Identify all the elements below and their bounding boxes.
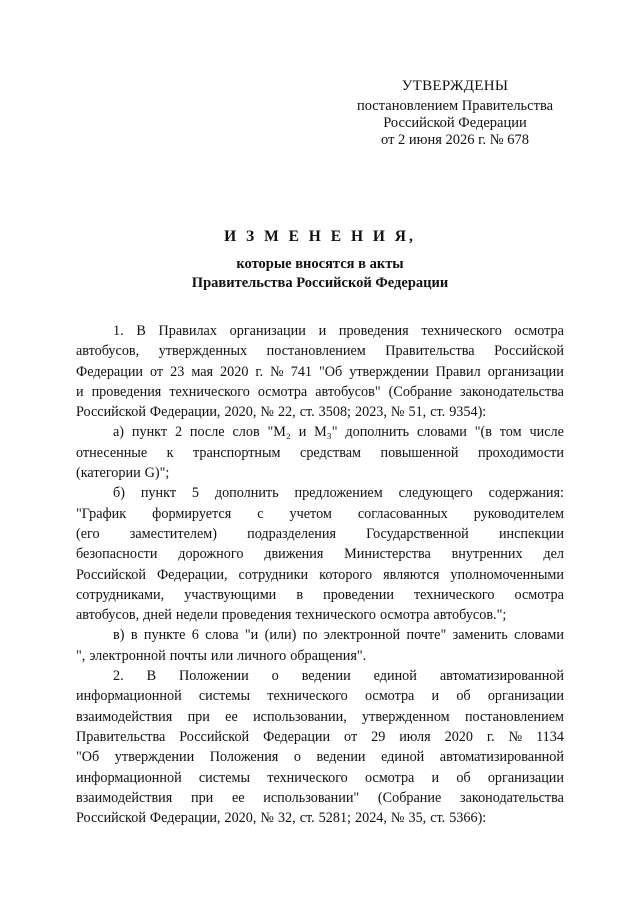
title-main: И З М Е Н Е Н И Я, <box>224 228 416 245</box>
paragraph-line: автобусов, утвержденных постановлением Правительства Российской <box>76 343 564 360</box>
paragraph-line: Федерации от 23 мая 2020 г. № 741 "Об утверждении Правил организации <box>76 363 564 380</box>
paragraph-line: взаимодействия при ее использовании, утвержденном постановлением <box>76 708 564 725</box>
paragraph-line: ", электронной почты или личного обращения". <box>76 647 367 664</box>
paragraph-line: отнесенные к транспортным средствам повышенной проходимости <box>76 444 564 461</box>
paragraph-line: "График формируется с учетом согласованных руководителем <box>76 505 564 522</box>
paragraph <box>76 321 564 422</box>
document-title <box>0 228 640 293</box>
paragraph-line: а) пункт 2 после слов "M₂ и M₃" дополнить словами "(в том числе <box>113 424 564 441</box>
paragraph-line: (категории G)"; <box>76 465 170 482</box>
paragraph-line: и проведения технического осмотра автобусов" (Собрание законодательства <box>76 383 564 400</box>
paragraph <box>76 483 564 625</box>
paragraph-line: б) пункт 5 дополнить предложением следующего содержания: <box>113 485 564 502</box>
paragraph-line: 1. В Правилах организации и проведения технического осмотра <box>113 323 564 339</box>
paragraph-line: 2. В Положении о ведении единой автоматизированной <box>113 668 564 685</box>
paragraph <box>76 666 564 828</box>
paragraph-line: Российской Федерации, 2020, № 22, ст. 3508; 2023, № 51, ст. 9354): <box>76 404 487 421</box>
approval-line-2: Российской Федерации <box>383 115 527 131</box>
title-sub-1: которые вносятся в акты <box>236 256 404 272</box>
approval-line-1: постановлением Правительства <box>356 98 554 114</box>
paragraph-line: информационной системы технического осмотра и об организации <box>76 688 564 705</box>
paragraph-line: безопасности дорожного движения Министерства внутренних дел <box>76 546 564 563</box>
paragraph <box>76 422 564 483</box>
document-body <box>76 321 564 828</box>
paragraph-line: (его заместителем) подразделения Государственной инспекции <box>76 525 564 542</box>
paragraph-line: автобусов, дней недели проведения технического осмотра автобусов."; <box>76 607 507 624</box>
paragraph-line: Правительства Российской Федерации от 29 июля 2020 г. № 1134 <box>76 728 564 745</box>
paragraph-line: сотрудниками, участвующими в проведении технического осмотра <box>76 586 564 603</box>
approval-heading: УТВЕРЖДЕНЫ <box>401 78 509 94</box>
paragraph-line: "Об утверждении Положения о ведении единой автоматизированной <box>76 749 564 766</box>
approval-stamp <box>340 78 570 149</box>
paragraph-line: информационной системы технического осмотра и об организации <box>76 769 564 786</box>
paragraph-line: Российской Федерации, сотрудники которого являются уполномоченными <box>76 566 564 583</box>
title-sub-2: Правительства Российской Федерации <box>191 275 449 291</box>
paragraph <box>76 625 564 666</box>
paragraph-line: Российской Федерации, 2020, № 32, ст. 5281; 2024, № 35, ст. 5366): <box>76 810 487 827</box>
approval-line-3: от 2 июня 2026 г. № 678 <box>381 132 529 148</box>
paragraph-line: в) в пункте 6 слова "и (или) по электронной почте" заменить словами <box>113 627 564 644</box>
paragraph-line: взаимодействия при ее использовании" (Собрание законодательства <box>76 789 564 806</box>
